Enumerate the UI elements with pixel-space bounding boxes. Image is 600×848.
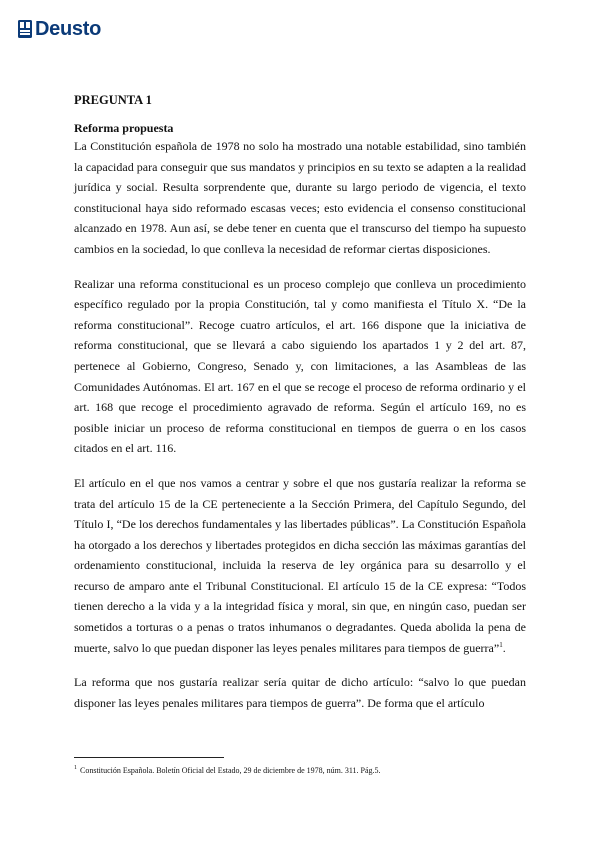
- footnote-reference[interactable]: 1: [499, 640, 503, 649]
- deusto-logo: [18, 19, 101, 39]
- paragraph-2: Realizar una reforma constitucional es un proceso complejo que conlleva un procedimiento específico regulado por la propia Constitución, tal y como manifiesta el Título X. “De la reforma constitucional”. Recoge cuatro artículos, el art. 166 dispone que la iniciativa de reforma constitucional, que se llevará a cabo siguiendo los apartados 1 y 2 del art. 87, pertenece al Gobierno, Congreso, Senado y, con limitaciones, a las Asambleas de las Comunidades Autónomas. El art. 167 en el que se recoge el proceso de reforma ordinario y el art. 168 que recoge el procedimiento agravado de reforma. Según el artículo 169, no es posible iniciar un proceso de reforma constitucional en tiempos de guerra o en los casos citados en el art. 116.: [74, 276, 526, 456]
- paragraph-1: La Constitución española de 1978 no solo ha mostrado una notable estabilidad, sino también la capacidad para conseguir que sus mandatos y principios en su texto se adapten a la realidad jurídica y social. Resulta sorprendente que, durante su largo periodo de vigencia, el texto constitucional haya sido reformado escasas veces; esto evidencia el consenso constitucional alcanzado en 1978. Aun así, se debe tener en cuenta que el transcurso del tiempo ha supuesto cambios en la sociedad, lo que conlleva la necesidad de reformar ciertas disposiciones.: [74, 139, 526, 256]
- question-title: PREGUNTA 1: [74, 93, 152, 107]
- section-subtitle: Reforma propuesta: [74, 121, 174, 135]
- footnote-separator: [74, 757, 224, 758]
- paragraph-4: La reforma que nos gustaría realizar sería quitar de dicho artículo: “salvo lo que puedan disponer las leyes penales militares para tiempos de guerra”. De forma que el artículo: [74, 675, 526, 710]
- logo-wordmark: Deusto: [35, 18, 101, 40]
- footnote-number: 1: [74, 765, 77, 772]
- footnote: [74, 765, 526, 776]
- document-body: [74, 92, 526, 713]
- deusto-shield-icon: [18, 20, 32, 38]
- paragraph-3-tail: .: [502, 640, 506, 655]
- footnote-text: Constitución Española. Boletín Oficial del Estado, 29 de diciembre de 1978, núm. 311. Pág.5.: [80, 766, 381, 775]
- paragraph-3: [74, 473, 526, 658]
- paragraph-3-text: El artículo en el que nos vamos a centrar y sobre el que nos gustaría realizar la reforma se trata del artículo 15 de la CE perteneciente a la Sección Primera, del Capítulo Segundo, del Título I, “De los derechos fundamentales y las libertades públicas”. La Constitución Española ha otorgado a los derechos y libertades protegidos en dicha sección las máximas garantías del ordenamiento constitucional, incluida la reserva de ley orgánica para su desarrollo y el recurso de amparo ante el Tribunal Constitucional. El artículo 15 de la CE expresa: “Todos tienen derecho a la vida y a la integridad física y moral, sin que, en ningún caso, puedan ser sometidos a torturas o a penas o tratos inhumanos o degradantes. Queda abolida la pena de muerte, salvo lo que puedan disponer las leyes penales militares para tiempos de guerra”: [74, 475, 526, 655]
